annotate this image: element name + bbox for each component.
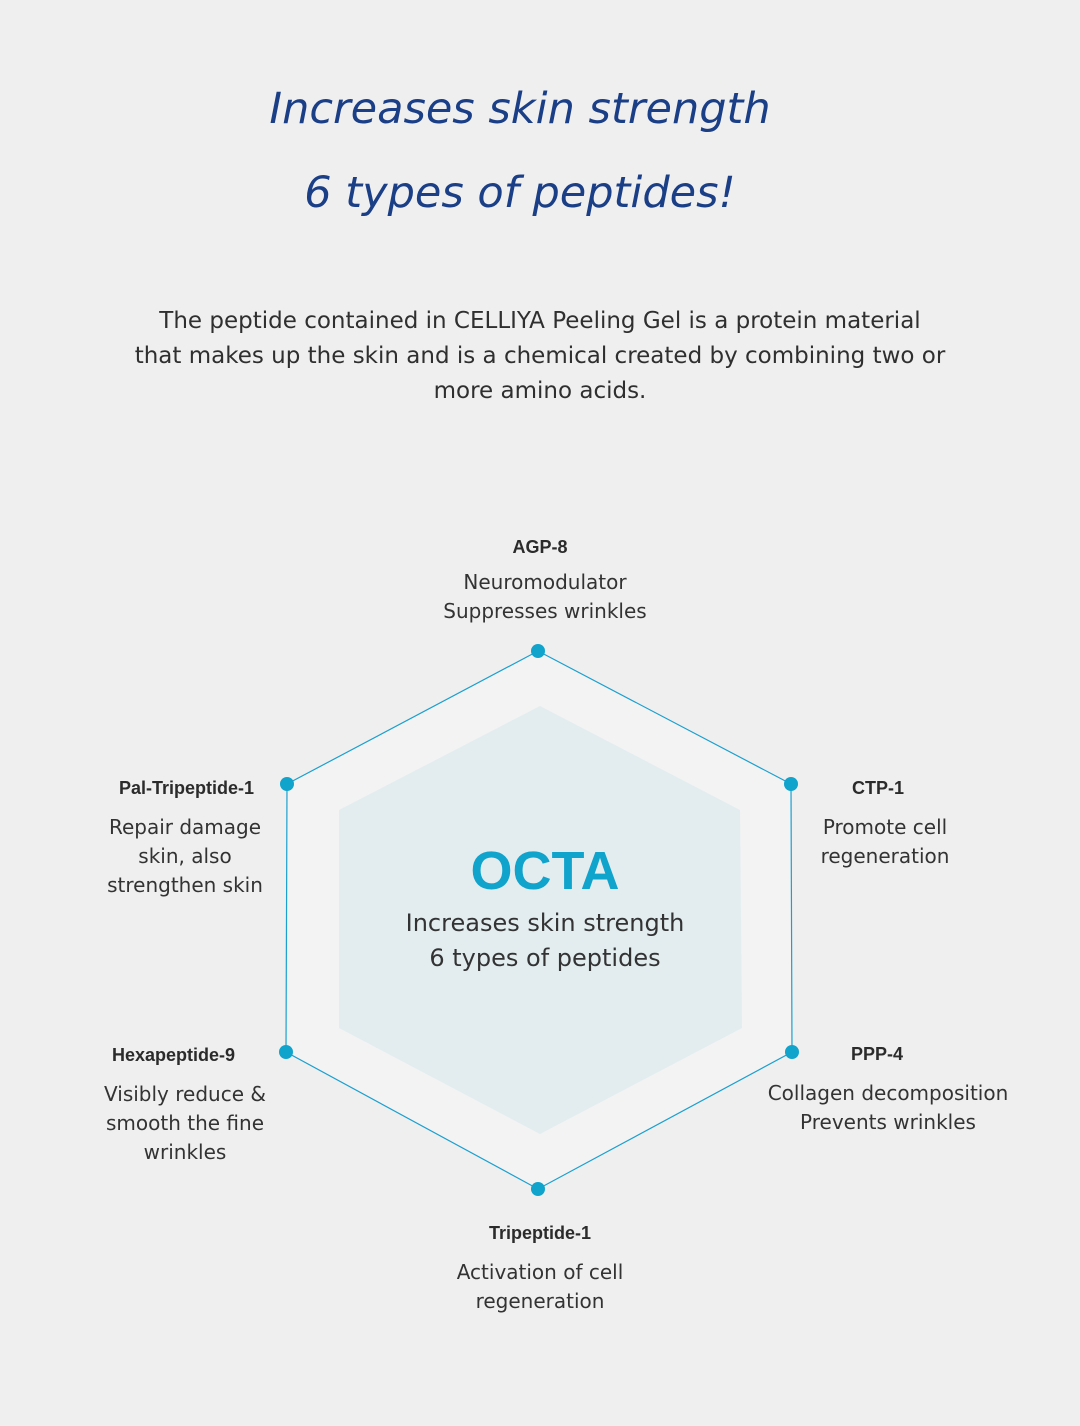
peptide-description-line: skin, also (138, 844, 232, 868)
peptide-description-line: smooth the fine (105, 1111, 264, 1135)
peptide-name: Pal-Tripeptide-1 (119, 778, 255, 798)
peptide-description (790, 813, 980, 871)
peptide-name: CTP-1 (852, 778, 905, 798)
peptide-description (85, 813, 285, 900)
peptide-label-tripeptide-1 (400, 1223, 680, 1316)
intro-line: that makes up the skin and is a chemical created by combining two or (134, 343, 946, 369)
center-title: OCTA (470, 841, 620, 901)
peptide-name: Hexapeptide-9 (112, 1045, 236, 1065)
peptide-description-line: Collagen decomposition (767, 1081, 1009, 1105)
peptide-label-ppp-4 (758, 1044, 1018, 1137)
peptide-description-line: Repair damage (108, 815, 262, 839)
peptide-description-line: Neuromodulator (463, 570, 627, 594)
peptide-name: PPP-4 (851, 1044, 904, 1064)
page-title-line-1: Increases skin strength (269, 84, 771, 134)
peptide-description-line: strengthen skin (107, 873, 263, 897)
peptide-name: Tripeptide-1 (488, 1223, 591, 1243)
peptide-description-line: Promote cell (822, 815, 948, 839)
peptide-label-ctp-1 (790, 778, 980, 871)
center-label (390, 836, 700, 976)
peptide-description (758, 1079, 1018, 1137)
page-title-line-2: 6 types of peptides! (304, 168, 736, 218)
peptide-description-line: Activation of cell (456, 1260, 624, 1284)
peptide-label-agp-8 (395, 537, 695, 626)
peptide-label-hexapeptide-9 (85, 1045, 285, 1167)
center-subtitle (390, 906, 700, 976)
peptide-description-line: Prevents wrinkles (800, 1110, 976, 1134)
peptide-description (395, 568, 695, 626)
peptide-description (400, 1258, 680, 1316)
center-subtitle-line: Increases skin strength (405, 909, 685, 937)
peptide-description-line: wrinkles (143, 1140, 227, 1164)
peptide-description-line: regeneration (475, 1289, 605, 1313)
vertex-dot-tripeptide-1 (531, 1182, 545, 1196)
center-subtitle-line: 6 types of peptides (429, 944, 661, 972)
peptide-description (85, 1080, 285, 1167)
peptide-description-line: regeneration (820, 844, 950, 868)
vertex-dot-agp-8 (531, 644, 545, 658)
peptide-name: AGP-8 (512, 537, 568, 557)
intro-line: The peptide contained in CELLIYA Peeling Gel is a protein material (159, 308, 921, 334)
peptide-description-line: Suppresses wrinkles (443, 599, 647, 623)
intro-line: more amino acids. (433, 378, 647, 404)
peptide-description-line: Visibly reduce & (104, 1082, 266, 1106)
peptide-label-pal-tripeptide-1 (85, 778, 285, 900)
